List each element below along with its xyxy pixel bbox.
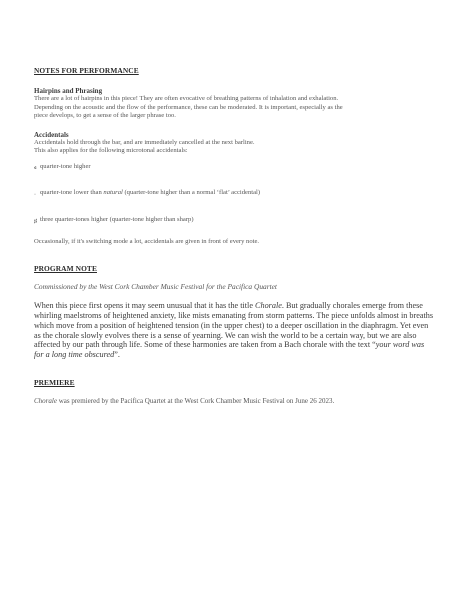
program-body-part-1: When this piece first opens it may seem unusual that it has the title [34, 301, 256, 311]
quarter-sharp-icon: 𝄴 [34, 165, 37, 172]
acc2-suffix: (quarter-tone higher than a normal ‘flat’ accidental) [122, 189, 261, 197]
hairpins-heading: Hairpins and Phrasing [34, 87, 103, 95]
document-page [34, 66, 434, 405]
program-body-part-3: ”. [114, 349, 120, 359]
acc2-italic: natural [103, 189, 123, 197]
premiere-details: was premiered by the Pacifica Quartet at the West Cork Chamber Music Festival on June 26 2023. [56, 396, 335, 405]
accidentals-line-2: This also applies for the following microtonal accidentals: [34, 147, 188, 155]
accidental-quarter-flat-text [40, 189, 260, 197]
program-body-quote: your word was for a long time obscured [34, 340, 425, 359]
occasionally-note: Occasionally, if it's switching mode a lot, accidentals are given in front of every note. [34, 238, 260, 246]
hairpins-line-1: There are a lot of hairpins in this piece! They are often evocative of breathing patterns of inhalation and exhalation. [34, 95, 339, 103]
accidental-quarter-sharp-text: quarter-tone higher [40, 162, 91, 170]
accidentals-section [34, 131, 434, 247]
accidentals-heading: Accidentals [34, 130, 69, 139]
hairpins-section [34, 87, 434, 121]
accidental-quarter-flat [34, 189, 434, 197]
program-heading: PROGRAM NOTE [34, 264, 97, 274]
accidentals-line-1: Accidentals hold through the bar, and are immediately cancelled at the next barline. [34, 139, 255, 147]
hairpins-line-3: piece develops, to get a sense of the larger phrase too. [34, 112, 176, 120]
hairpins-line-2: Depending on the acoustic and the flow of the performance, these can be moderated. It is important, especially as the [34, 103, 343, 111]
notes-heading: NOTES FOR PERFORMANCE [34, 66, 139, 75]
accidental-three-quarter-sharp-text: three quarter-tones higher (quarter-tone higher than sharp) [40, 215, 194, 223]
quarter-flat-icon: · [34, 192, 36, 199]
accidental-quarter-sharp [34, 163, 434, 171]
accidental-three-quarter-sharp [34, 216, 434, 224]
program-body-part-2: . But gradually chorales emerge from these whirling maelstroms of heightened anxiety, like mists emanating from storm patterns. The piece unfolds almost in breaths which move from a position of heightened tension (in the upper chest) to a deeper oscillation in the diaphragm. Yet even as the chorale slowly evolves there is a sense of yearning. We can wish the world to be a certain way, but we are also affected by our path through life. Some of these harmonies are taken from a Bach chorale with the text “ [34, 301, 434, 350]
premiere-heading: PREMIERE [34, 377, 75, 387]
program-body [34, 301, 434, 359]
acc2-prefix: quarter-tone lower than [40, 189, 104, 197]
program-body-title: Chorale [255, 301, 282, 311]
premiere-title: Chorale [34, 396, 57, 405]
premiere-text [34, 397, 434, 405]
three-quarter-sharp-icon: ♯ [34, 218, 37, 225]
program-subtitle: Commissioned by the West Cork Chamber Music Festival for the Pacifica Quartet [34, 282, 277, 292]
